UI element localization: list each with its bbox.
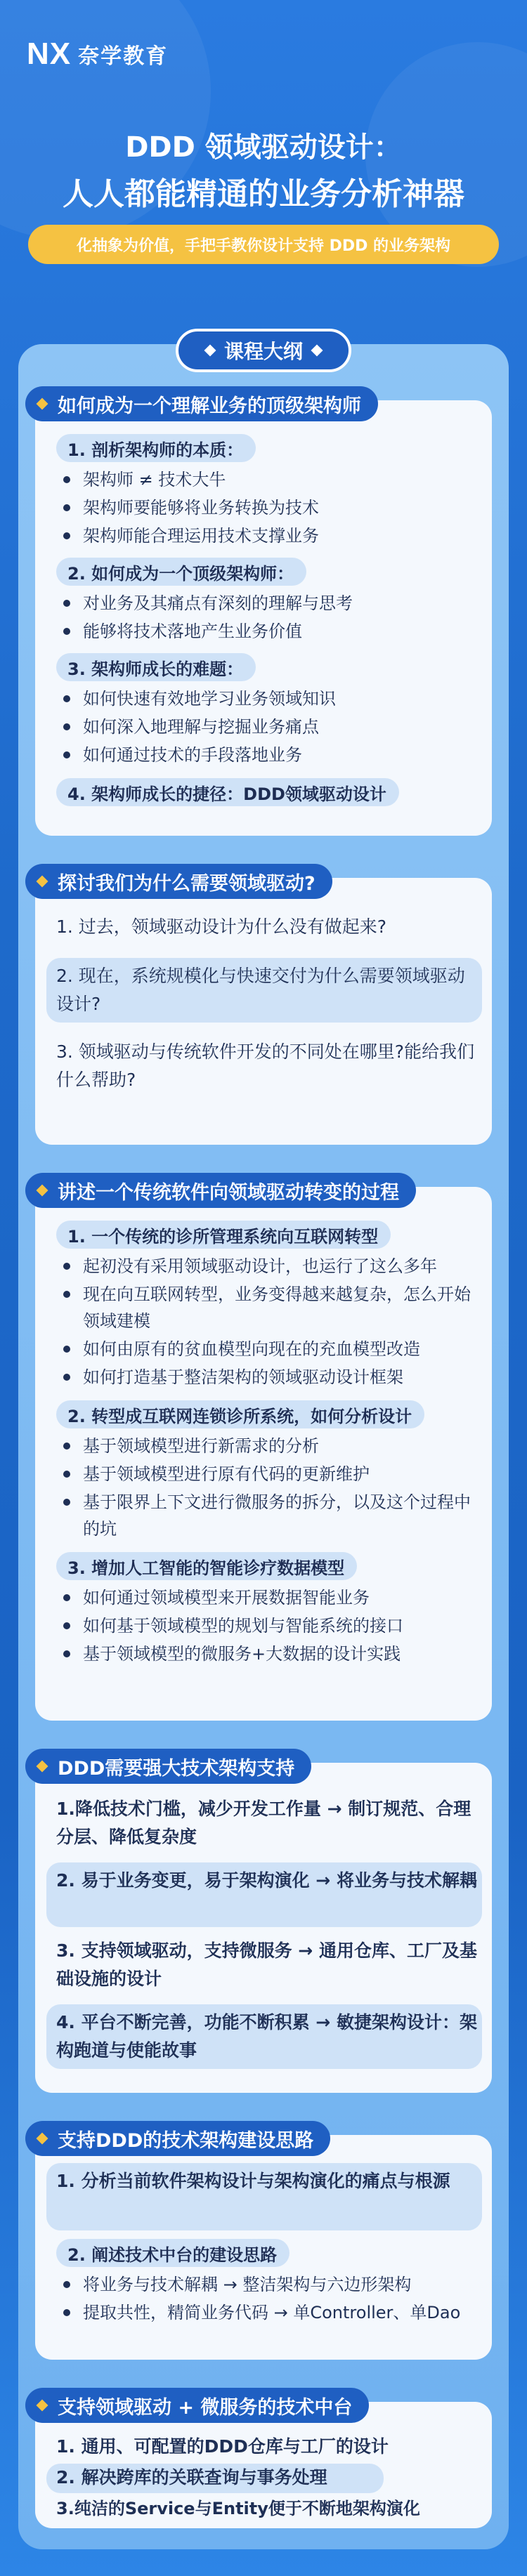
list-item: 如何打造基于整洁架构的领域驱动设计框架 xyxy=(63,1364,471,1391)
list-item: 如何快速有效地学习业务领域知识 xyxy=(63,685,336,712)
list-item: 起初没有采用领域驱动设计，也运行了这么多年 xyxy=(63,1253,471,1280)
diamond-icon xyxy=(37,1761,48,1773)
syllabus-tab xyxy=(176,329,351,372)
group-heading: 3. 增加人工智能的智能诊疗数据模型 xyxy=(56,1552,357,1580)
paragraph: 3. 领域驱动与传统软件开发的不同处在哪里?能给我们什么帮助? xyxy=(56,1041,475,1090)
list-item: 将业务与技术解耦 → 整洁架构与六边形架构 xyxy=(63,2271,471,2298)
group-heading: 1. 剖析架构师的本质： xyxy=(56,434,256,462)
list-item: 架构师 ≠ 技术大牛 xyxy=(63,466,226,493)
list-item: 能够将技术落地产生业务价值 xyxy=(63,618,302,645)
list-item: 提取共性，精简业务代码 → 单Controller、单Dao xyxy=(63,2299,471,2326)
section-6 xyxy=(35,2396,492,2528)
syllabus-panel xyxy=(18,344,509,2549)
list-item: 架构师能合理运用技术支撑业务 xyxy=(63,523,319,549)
list-item: 架构师要能够将业务转换为技术 xyxy=(63,494,319,521)
diamond-icon xyxy=(37,2400,48,2412)
group-heading: 1. 一个传统的诊所管理系统向互联网转型 xyxy=(56,1221,391,1249)
section-2 xyxy=(35,872,492,1145)
paragraph: 3. 支持领域驱动，支持微服务 → 通用仓库、工厂及基础设施的设计 xyxy=(56,1940,477,1989)
group-heading: 1. 分析当前软件架构设计与架构演化的痛点与根源 xyxy=(56,2171,450,2191)
section-title: 支持DDD的技术架构建设思路 xyxy=(25,2121,330,2156)
section-title: DDD需要强大技术架构支持 xyxy=(25,1749,311,1784)
hero-subtitle: 化抽象为价值，手把手教你设计支持 DDD 的业务架构 xyxy=(28,225,499,264)
group-heading: 2. 阐述技术中台的建设思路 xyxy=(56,2239,289,2267)
list-item: 对业务及其痛点有深刻的理解与思考 xyxy=(63,590,353,617)
list-item: 如何通过领域模型来开展数据智能业务 xyxy=(63,1584,471,1611)
list-item: 如何深入地理解与挖掘业务痛点 xyxy=(63,714,319,740)
group-heading: 3. 架构师成长的难题： xyxy=(56,653,256,681)
paragraph: 3.纯洁的Service与Entity便于不断地架构演化 xyxy=(56,2499,420,2518)
brand xyxy=(27,37,168,72)
syllabus-tab-label: 课程大纲 xyxy=(223,340,303,363)
paragraph: 2. 现在，系统规模化与快速交付为什么需要领域驱动设计? xyxy=(56,966,465,1014)
paragraph: 1.降低技术门槛，减少开发工作量 → 制订规范、合理分层、降低复杂度 xyxy=(56,1799,471,1847)
brand-logo: NX xyxy=(27,37,72,71)
diamond-icon xyxy=(311,345,323,357)
hero-title-line1: DDD 领域驱动设计： xyxy=(125,131,402,164)
diamond-icon xyxy=(37,398,48,410)
list-item: 基于领域模型的微服务+大数据的设计实践 xyxy=(63,1641,471,1667)
section-title: 如何成为一个理解业务的顶级架构师 xyxy=(25,386,378,421)
list-item: 如何通过技术的手段落地业务 xyxy=(63,742,302,768)
diamond-icon xyxy=(37,1185,48,1197)
paragraph: 1. 过去，领域驱动设计为什么没有做起来? xyxy=(56,916,387,937)
diamond-icon xyxy=(37,2133,48,2145)
paragraph: 2. 解决跨库的关联查询与事务处理 xyxy=(56,2467,327,2488)
list-item: 基于领域模型进行新需求的分析 xyxy=(63,1433,471,1459)
list-item: 如何由原有的贫血模型向现在的充血模型改造 xyxy=(63,1336,471,1362)
list-item: 基于限界上下文进行微服务的拆分，以及这个过程中的坑 xyxy=(63,1489,471,1542)
section-title: 探讨我们为什么需要领域驱动? xyxy=(25,864,332,899)
diamond-icon xyxy=(37,876,48,888)
group-heading: 4. 架构师成长的捷径：DDD领域驱动设计 xyxy=(56,778,399,806)
section-4 xyxy=(35,1757,492,2093)
section-5 xyxy=(35,2129,492,2360)
group-heading: 2. 如何成为一个顶级架构师： xyxy=(56,558,306,586)
hero-title-line2: 人人都能精通的业务分析神器 xyxy=(63,176,464,212)
list-item: 现在向互联网转型，业务变得越来越复杂，怎么开始领域建模 xyxy=(63,1281,471,1334)
section-1 xyxy=(35,395,492,836)
paragraph: 4. 平台不断完善，功能不断积累 → 敏捷架构设计：架构跑道与使能故事 xyxy=(56,2012,477,2061)
list-item: 如何基于领域模型的规划与智能系统的接口 xyxy=(63,1612,471,1639)
list-item: 基于领域模型进行原有代码的更新维护 xyxy=(63,1461,471,1487)
section-title: 讲述一个传统软件向领域驱动转变的过程 xyxy=(25,1173,416,1208)
diamond-icon xyxy=(204,345,216,357)
section-3 xyxy=(35,1181,492,1721)
section-title: 支持领域驱动 + 微服务的技术中台 xyxy=(25,2388,369,2423)
group-heading: 2. 转型成互联网连锁诊所系统，如何分析设计 xyxy=(56,1400,424,1428)
paragraph: 1. 通用、可配置的DDD仓库与工厂的设计 xyxy=(56,2436,389,2457)
brand-name: 奈学教育 xyxy=(78,44,169,69)
paragraph: 2. 易于业务变更，易于架构演化 → 将业务与技术解耦 xyxy=(56,1870,477,1891)
